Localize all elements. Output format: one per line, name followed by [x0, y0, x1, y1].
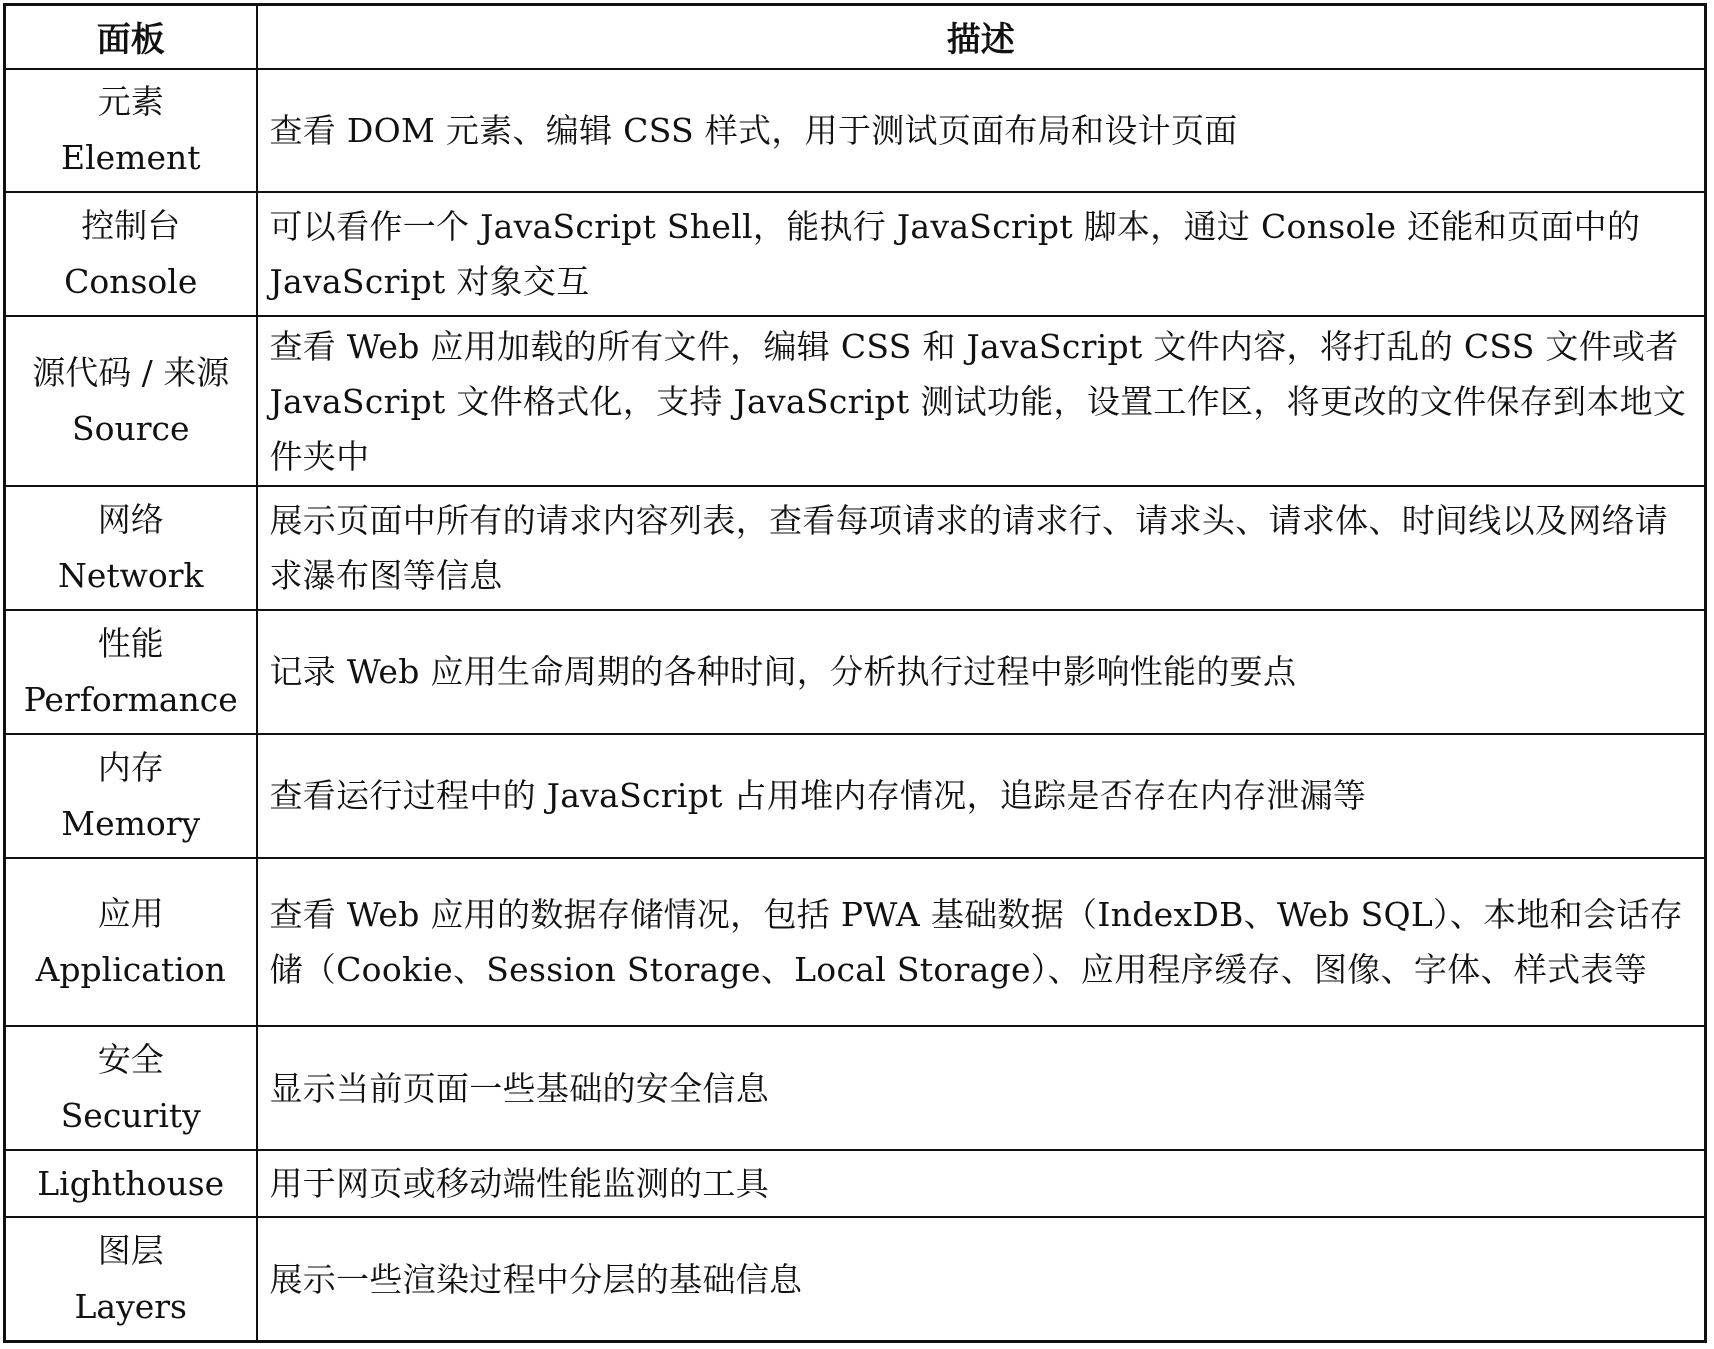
- panel-name-cn: 性能: [97, 623, 164, 663]
- panel-name-cell: [5, 69, 257, 193]
- panel-name-cn: 控制台: [81, 206, 181, 246]
- panel-name-cn: 图层: [97, 1231, 164, 1271]
- table-row: [5, 1026, 1706, 1150]
- panel-name-cell: [5, 858, 257, 1027]
- panel-name-cell: [5, 1026, 257, 1150]
- panel-name-en: Layers: [74, 1287, 187, 1327]
- header-description: 描述: [257, 5, 1706, 69]
- panel-name-cell: [5, 1217, 257, 1341]
- panel-description: 查看 DOM 元素、编辑 CSS 样式，用于测试页面布局和设计页面: [257, 69, 1706, 193]
- table-row: [5, 734, 1706, 858]
- table-row: [5, 610, 1706, 734]
- panel-description: 查看运行过程中的 JavaScript 占用堆内存情况，追踪是否存在内存泄漏等: [257, 734, 1706, 858]
- panel-name-cell: [5, 192, 257, 316]
- panel-name-cn: 源代码 / 来源: [32, 353, 230, 393]
- panel-description: 用于网页或移动端性能监测的工具: [257, 1150, 1706, 1217]
- panel-name-en: Lighthouse: [37, 1163, 225, 1203]
- panel-name-cn: 元素: [97, 82, 164, 122]
- panel-name-en: Performance: [23, 679, 238, 719]
- panel-name-en: Memory: [61, 803, 201, 843]
- panel-table-container: [3, 3, 1707, 1343]
- header-panel: 面板: [5, 5, 257, 69]
- panel-name-cell: [5, 734, 257, 858]
- panel-name-cn: 内存: [97, 747, 164, 787]
- panel-name-en: Security: [60, 1096, 201, 1136]
- table-row: [5, 69, 1706, 193]
- table-row: [5, 1150, 1706, 1217]
- panel-description: 查看 Web 应用加载的所有文件，编辑 CSS 和 JavaScript 文件内容，将打乱的 CSS 文件或者 JavaScript 文件格式化，支持 JavaScript 测试功能，设置工作区，将更改的文件保存到本地文件夹中: [257, 316, 1706, 486]
- table-row: [5, 486, 1706, 610]
- devtools-panel-table: [3, 3, 1707, 1343]
- panel-description: 展示一些渲染过程中分层的基础信息: [257, 1217, 1706, 1341]
- panel-name-cn: 应用: [97, 894, 164, 934]
- panel-description: 显示当前页面一些基础的安全信息: [257, 1026, 1706, 1150]
- table-row: [5, 192, 1706, 316]
- panel-name-en: Element: [60, 138, 201, 178]
- panel-description: 可以看作一个 JavaScript Shell，能执行 JavaScript 脚本，通过 Console 还能和页面中的 JavaScript 对象交互: [257, 192, 1706, 316]
- panel-name-cell: [5, 316, 257, 486]
- panel-description: 查看 Web 应用的数据存储情况，包括 PWA 基础数据（IndexDB、Web SQL）、本地和会话存储（Cookie、Session Storage、Local Storage）、应用程序缓存、图像、字体、样式表等: [257, 858, 1706, 1027]
- panel-name-cell: [5, 1150, 257, 1217]
- table-row: [5, 1217, 1706, 1341]
- table-header-row: [5, 5, 1706, 69]
- table-row: [5, 316, 1706, 486]
- panel-name-cn: 网络: [97, 500, 164, 539]
- panel-name-en: Source: [71, 409, 190, 449]
- panel-name-cell: [5, 486, 257, 610]
- panel-name-cell: [5, 610, 257, 734]
- panel-name-en: Application: [35, 950, 226, 990]
- panel-name-en: Console: [64, 262, 198, 302]
- table-row: [5, 858, 1706, 1027]
- panel-name-en: Network: [57, 556, 204, 595]
- panel-description: 记录 Web 应用生命周期的各种时间，分析执行过程中影响性能的要点: [257, 610, 1706, 734]
- panel-description: 展示页面中所有的请求内容列表，查看每项请求的请求行、请求头、请求体、时间线以及网络请求瀑布图等信息: [257, 486, 1706, 610]
- panel-name-cn: 安全: [97, 1040, 164, 1080]
